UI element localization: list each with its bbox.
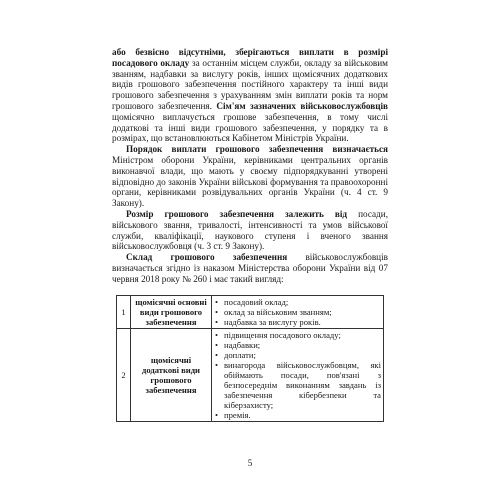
p1-bold: або безвісно відсутніми, зберігаються виплати в розмірі посадового окладу [112,47,388,68]
p4-text: військовослужбовців визначається згідно із наказом Міністерства оборони України від 07 червня 2018 року № 260 і має такий вигляд: [112,252,388,284]
p1-text: за останнім місцем служби, окладу за військовим званням, надбавки за вислугу років, інших щомісячних додаткових видів грошового забезпечення постійного характеру та інші види грошового забезпечення з урахуванням змін виплати років та норм грошового забезпечення. [112,57,388,111]
p2-text: Міністром оборони України, керівниками центральних органів виконавчої влади, що мають у своєму підпорядкуванні утворені відповідно до законів України військові формування та правоохоронні органи, керівниками розвідувальних органів України (ч. 4 ст. 9 Закону). [112,154,388,209]
paragraph-3 [112,209,388,252]
items-cell [212,329,384,422]
table-row [117,329,384,422]
list-item: • винагорода військовослужбовцям, які обіймають посади, пов'язані з безпосереднім виконанням завдань із забезпечення кібербезпеки та кіберзахисту; [224,360,381,410]
list-item: • надбавки; [224,340,381,350]
p2-bold: Порядок виплати грошового забезпечення визначається [126,144,388,155]
category-name: щомісячні основні види грошового забезпечення [131,296,212,329]
category-name: щомісячні додаткові види грошового забезпечення [131,329,212,422]
paragraph-2 [112,144,388,209]
page-number: 5 [247,458,253,468]
p4-bold: Склад грошового забезпечення [126,252,288,263]
p1-text-2: щомісячно виплачується грошове забезпечення, в тому числі додаткові та інші види грошового забезпечення, у порядку та в розмірах, що встановлюються Кабінетом Міністрів України. [112,111,388,144]
paragraph-4 [112,252,388,284]
items-list [214,330,381,420]
list-item: • надбавка за вислугу років. [224,317,381,327]
list-item: • премія. [224,410,381,420]
p3-bold: Розмір грошового забезпечення залежить від [126,208,348,219]
list-item: • посадовий оклад; [224,297,381,307]
list-item: • оклад за військовим званням; [224,307,381,317]
p1-bold-2: Сім'ям зазначених військовослужбовців [211,100,388,111]
p3-text: посади, військового звання, тривалості, інтенсивності та умов військової служби, кваліфікації, наукового ступеня і вченого звання військовослужбовця (ч. 3 ст. 9 Закону). [112,208,388,252]
paragraph-1 [112,47,388,144]
items-cell [212,296,384,329]
list-item: • підвищення посадового окладу; [224,330,381,340]
items-list [214,297,381,327]
list-item: • доплати; [224,350,381,360]
row-number: 1 [117,296,131,329]
table-row [117,296,384,329]
pay-composition-table [116,295,384,422]
row-number: 2 [117,329,131,422]
body-text [112,47,388,285]
